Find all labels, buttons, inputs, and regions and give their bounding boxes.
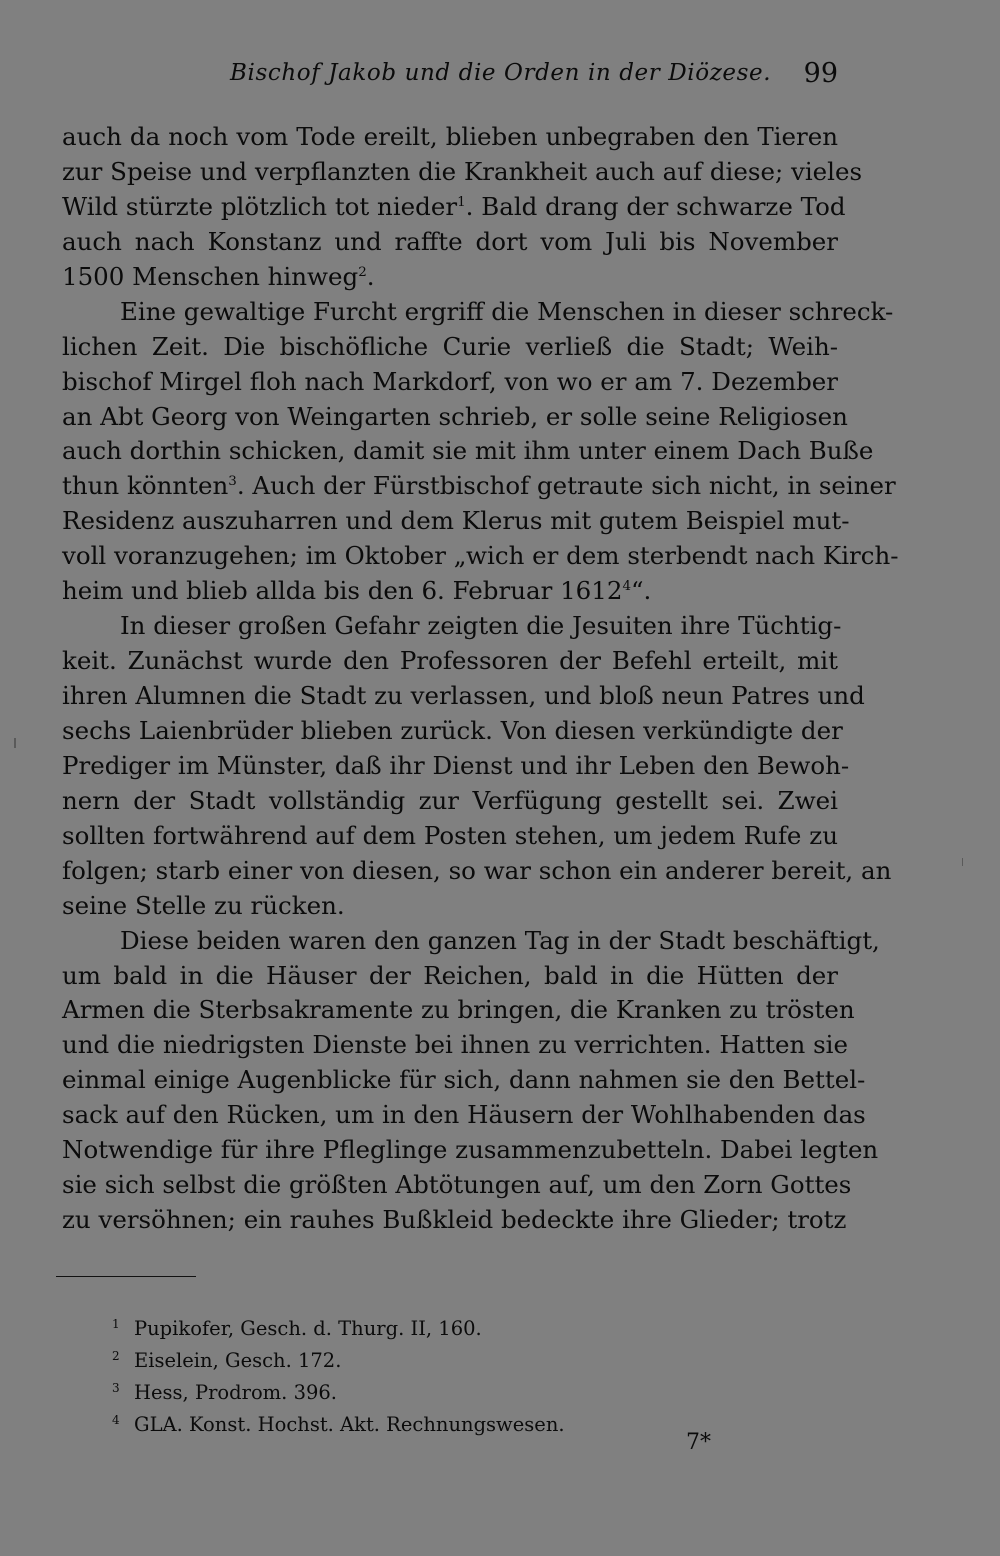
text-line: sie sich selbst die größten Abtötungen auf, um den Zorn Gottes [62, 1170, 852, 1200]
text-line: folgen; starb einer von diesen, so war schon ein anderer bereit, an [62, 855, 892, 885]
body-text [62, 120, 899, 1238]
footnote-mark: 2 [112, 1349, 120, 1363]
text-line: In dieser großen Gefahr zeigten die Jesuiten ihre Tüchtig- [120, 611, 842, 641]
text-line: sechs Laienbrüder blieben zurück. Von diesen verkündigte der [62, 715, 843, 745]
footnote-text: Hess, Prodrom. 396. [134, 1381, 337, 1404]
text-line: Prediger im Münster, daß ihr Dienst und ihr Leben den Bewoh- [62, 750, 850, 780]
text-line: Diese beiden waren den ganzen Tag in der Stadt beschäftigt, [120, 925, 880, 955]
footnote-text: GLA. Konst. Hochst. Akt. Rechnungswesen. [134, 1413, 565, 1436]
text-line: einmal einige Augenblicke für sich, dann nahmen sie den Bettel- [62, 1065, 866, 1095]
footnote [112, 1308, 812, 1340]
text-line: sack auf den Rücken, um in den Häusern der Wohlhabenden das [62, 1100, 866, 1130]
text-line: voll voranzugehen; im Oktober „wich er dem sterbendt nach Kirch- [62, 541, 899, 571]
text-line: Armen die Sterbsakramente zu bringen, die Kranken zu trösten [62, 995, 855, 1025]
text-line: Notwendige für ihre Pfleglinge zusammenzubetteln. Dabei legten [62, 1135, 879, 1165]
footnote-ref: 3 [228, 473, 237, 490]
text-line: 1500 Menschen hinweg$^2$. [62, 261, 375, 291]
text-line: heim und blieb allda bis den 6. Februar 1612$^4$“. [62, 576, 652, 606]
text-line: bischof Mirgel floh nach Markdorf, von wo er am 7. Dezember [62, 366, 838, 396]
footnote-text: Pupikofer, Gesch. d. Thurg. II, 160. [134, 1317, 482, 1340]
text-line: an Abt Georg von Weingarten schrieb, er solle seine Religiosen [62, 401, 848, 431]
text-line: lichen Zeit. Die bischöfliche Curie verließ die Stadt; Weih- [62, 331, 838, 361]
text-line: auch dorthin schicken, damit sie mit ihm unter einem Dach Buße [62, 436, 874, 466]
page-number: 99 [803, 58, 838, 89]
footnote [112, 1372, 812, 1404]
text-line: Wild stürzte plötzlich tot nieder$^1$. Bald drang der schwarze Tod [62, 191, 846, 221]
text-line: zur Speise und verpflanzten die Krankheit auch auf diese; vieles [62, 156, 863, 186]
text-line: thun könnten$^3$. Auch der Fürstbischof getraute sich nicht, in seiner [62, 471, 896, 501]
footnote-ref: 2 [358, 263, 367, 280]
text-line: und die niedrigsten Dienste bei ihnen zu verrichten. Hatten sie [62, 1030, 848, 1060]
scan-speck [14, 738, 16, 748]
text-line: auch nach Konstanz und raffte dort vom Juli bis November [62, 226, 838, 256]
signature-mark: 7* [686, 1430, 711, 1455]
footnote-mark: 3 [112, 1381, 120, 1395]
footnote [112, 1340, 812, 1372]
text-line: zu versöhnen; ein rauhes Bußkleid bedeckte ihre Glieder; trotz [62, 1205, 847, 1235]
text-line: nern der Stadt vollständig zur Verfügung gestellt sei. Zwei [62, 785, 838, 815]
footnote-ref: 1 [457, 193, 466, 210]
footnote-divider [56, 1276, 196, 1277]
scan-speck [962, 858, 963, 866]
text-line: Residenz auszuharren und dem Klerus mit gutem Beispiel mut- [62, 506, 850, 536]
running-head [62, 60, 838, 94]
footnote-text: Eiselein, Gesch. 172. [134, 1349, 342, 1372]
text-line: auch da noch vom Tode ereilt, blieben unbegraben den Tieren [62, 122, 838, 151]
text-line: ihren Alumnen die Stadt zu verlassen, und bloß neun Patres und [62, 681, 865, 710]
text-line: sollten fortwährend auf dem Posten stehen, um jedem Rufe zu [62, 820, 838, 850]
running-title: Bischof Jakob und die Orden in der Diözese. [230, 60, 772, 86]
footnote-mark: 1 [112, 1317, 120, 1331]
text-line: Eine gewaltige Furcht ergriff die Menschen in dieser schreck- [120, 296, 894, 326]
text-line: seine Stelle zu rücken. [62, 890, 345, 920]
footnote-mark: 4 [112, 1413, 120, 1427]
text-line: um bald in die Häuser der Reichen, bald in die Hütten der [62, 960, 838, 990]
text-line: keit. Zunächst wurde den Professoren der Befehl erteilt, mit [62, 646, 838, 676]
footnotes [112, 1308, 812, 1436]
footnote-ref: 4 [622, 578, 632, 595]
